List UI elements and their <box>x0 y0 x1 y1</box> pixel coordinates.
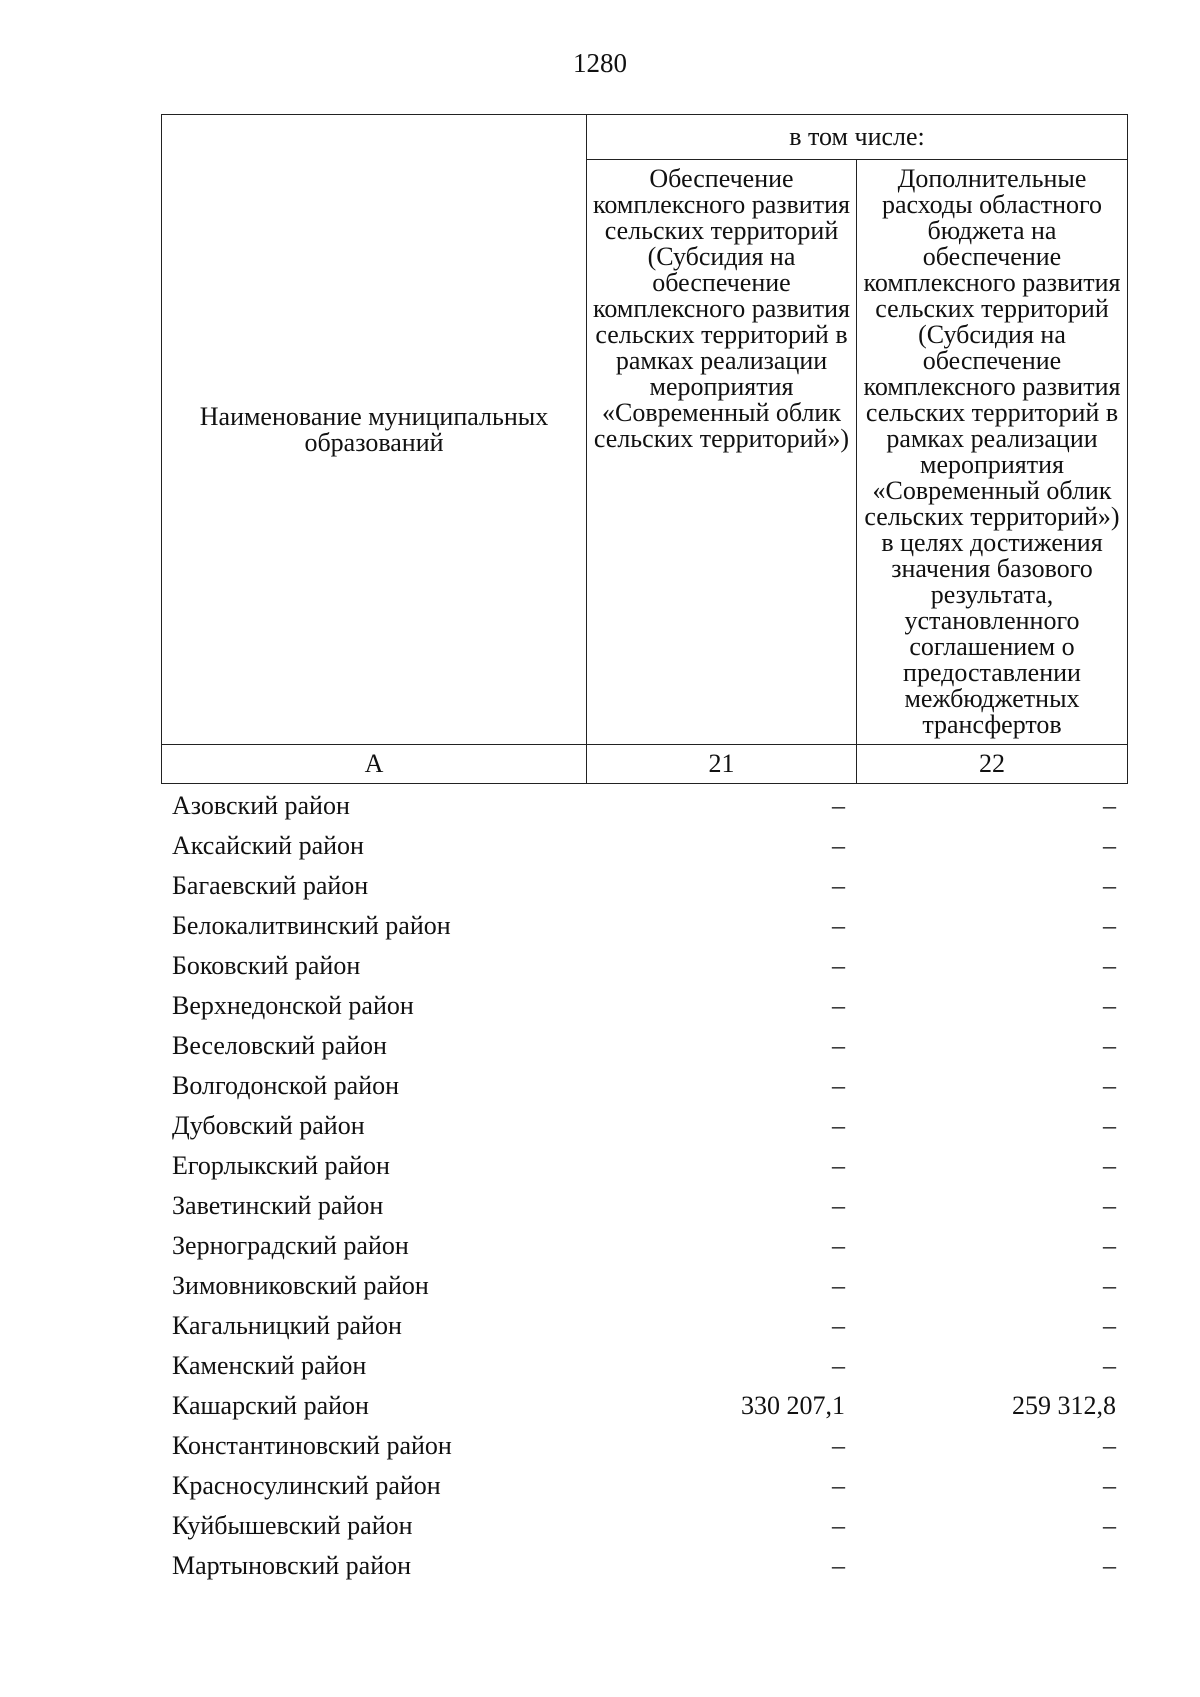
col-21-value <box>586 986 856 1026</box>
col-21-value <box>586 906 856 946</box>
municipality-name: Верхнедонской район <box>172 991 414 1020</box>
col-21-value <box>586 1306 856 1346</box>
header-num-21: 21 <box>587 745 857 784</box>
municipality-name: Аксайский район <box>172 831 364 860</box>
col-21-value <box>586 1506 856 1546</box>
table-row <box>161 946 1127 986</box>
table-row <box>161 1266 1127 1306</box>
col-22-value-text: – <box>1103 1071 1116 1100</box>
table-row <box>161 1066 1127 1106</box>
col-21-value-text: – <box>832 1191 845 1220</box>
col-22-value <box>856 1546 1127 1586</box>
col-21-value <box>586 1546 856 1586</box>
table-row <box>161 1226 1127 1266</box>
col-22-value <box>856 906 1127 946</box>
col-22-value-text: – <box>1103 1471 1116 1500</box>
col-22-value <box>856 1346 1127 1386</box>
col-21-value-text: – <box>832 1471 845 1500</box>
col-21-value-text: – <box>832 1431 845 1460</box>
col-22-value <box>856 826 1127 866</box>
col-22-value-text: – <box>1103 1271 1116 1300</box>
header-municipality-name: Наименование муниципальных образований <box>162 115 587 745</box>
col-21-value-text: – <box>832 1351 845 1380</box>
col-22-value <box>856 1306 1127 1346</box>
table-row <box>161 1306 1127 1346</box>
col-22-value <box>856 1146 1127 1186</box>
col-21-value-text: – <box>832 831 845 860</box>
col-21-value <box>586 1226 856 1266</box>
municipality-name: Багаевский район <box>172 871 369 900</box>
col-22-value <box>856 1066 1127 1106</box>
col-22-value <box>856 1106 1127 1146</box>
col-21-value-text: 330 207,1 <box>741 1391 845 1420</box>
table-row <box>161 906 1127 946</box>
col-22-value-text: – <box>1103 1351 1116 1380</box>
col-22-value <box>856 1466 1127 1506</box>
municipality-name: Азовский район <box>172 791 350 820</box>
col-21-value <box>586 1106 856 1146</box>
municipality-name: Зимовниковский район <box>172 1271 429 1300</box>
col-22-value-text: – <box>1103 1311 1116 1340</box>
col-22-value-text: – <box>1103 1151 1116 1180</box>
col-22-value-text: – <box>1103 1031 1116 1060</box>
col-21-value <box>586 1186 856 1226</box>
col-21-value-text: – <box>832 871 845 900</box>
col-22-value-text: – <box>1103 831 1116 860</box>
municipality-name: Дубовский район <box>172 1111 365 1140</box>
col-22-value <box>856 1266 1127 1306</box>
header-including-group: в том числе: <box>587 115 1128 160</box>
municipality-name: Кашарский район <box>172 1391 369 1420</box>
col-21-value <box>586 1146 856 1186</box>
col-21-value-text: – <box>832 1271 845 1300</box>
municipality-name: Волгодонской район <box>172 1071 400 1100</box>
col-21-value <box>586 1346 856 1386</box>
col-21-value-text: – <box>832 991 845 1020</box>
col-21-value <box>586 946 856 986</box>
col-21-value-text: – <box>832 951 845 980</box>
table-row <box>161 1546 1127 1586</box>
col-22-value <box>856 946 1127 986</box>
table-row <box>161 1146 1127 1186</box>
municipality-name: Заветинский район <box>172 1191 384 1220</box>
page-number: 1280 <box>573 48 627 78</box>
header-num-22: 22 <box>857 745 1128 784</box>
municipality-name: Константиновский район <box>172 1431 452 1460</box>
table-row <box>161 1186 1127 1226</box>
col-21-value <box>586 1426 856 1466</box>
table-row <box>161 866 1127 906</box>
col-21-value-text: – <box>832 1311 845 1340</box>
col-22-value <box>856 866 1127 906</box>
col-21-value <box>586 1386 856 1426</box>
col-21-value <box>586 866 856 906</box>
col-22-value-text: – <box>1103 951 1116 980</box>
col-22-value <box>856 1426 1127 1466</box>
municipality-name: Красносулинский район <box>172 1471 441 1500</box>
col-22-value-text: – <box>1103 791 1116 820</box>
table-row <box>161 1386 1127 1426</box>
col-21-value-text: – <box>832 1151 845 1180</box>
col-21-value <box>586 1066 856 1106</box>
col-21-value-text: – <box>832 791 845 820</box>
col-21-value-text: – <box>832 1111 845 1140</box>
table-row <box>161 1426 1127 1466</box>
table-header <box>161 114 1128 784</box>
col-22-value <box>856 986 1127 1026</box>
col-21-value-text: – <box>832 1231 845 1260</box>
col-21-value-text: – <box>832 1551 845 1580</box>
table-row <box>161 1506 1127 1546</box>
col-21-value-text: – <box>832 1511 845 1540</box>
col-22-value-text: – <box>1103 1431 1116 1460</box>
col-22-value <box>856 1226 1127 1266</box>
col-22-value <box>856 1506 1127 1546</box>
municipality-name: Веселовский район <box>172 1031 387 1060</box>
municipality-name: Мартыновский район <box>172 1551 412 1580</box>
col-22-value <box>856 1186 1127 1226</box>
col-22-value-text: 259 312,8 <box>1012 1391 1116 1420</box>
municipality-name: Каменский район <box>172 1351 367 1380</box>
col-22-value <box>856 1386 1127 1426</box>
col-22-value-text: – <box>1103 991 1116 1020</box>
municipality-name: Егорлыкский район <box>172 1151 390 1180</box>
col-22-value <box>856 786 1127 826</box>
table-body <box>161 786 1127 1586</box>
col-22-value-text: – <box>1103 1191 1116 1220</box>
municipality-name: Боковский район <box>172 951 361 980</box>
header-col-21-title: Обеспечение комплексного развития сельских территорий (Субсидия на обеспечение комплексного развития сельских территорий в рамках реализации мероприятия «Современный облик сельских территорий») <box>587 160 857 745</box>
col-22-value-text: – <box>1103 911 1116 940</box>
table-row <box>161 986 1127 1026</box>
col-21-value <box>586 786 856 826</box>
municipality-name: Белокалитвинский район <box>172 911 451 940</box>
municipality-name: Кагальницкий район <box>172 1311 402 1340</box>
col-21-value-text: – <box>832 911 845 940</box>
municipality-name: Куйбышевский район <box>172 1511 413 1540</box>
col-22-value-text: – <box>1103 1511 1116 1540</box>
col-21-value <box>586 1026 856 1066</box>
table-row <box>161 786 1127 826</box>
municipality-name: Зерноградский район <box>172 1231 409 1260</box>
header-col-22-title: Дополнительные расходы областного бюджета на обеспечение комплексного развития сельских территорий (Субсидия на обеспечение комплексного развития сельских территорий в рамках реализации мероприятия «Современный облик сельских территорий») в целях достижения значения базового результата, установленного соглашением о предоставлении межбюджетных трансфертов <box>857 160 1128 745</box>
col-22-value-text: – <box>1103 1111 1116 1140</box>
table-row <box>161 1026 1127 1066</box>
col-21-value <box>586 826 856 866</box>
col-21-value <box>586 1466 856 1506</box>
table-row <box>161 1346 1127 1386</box>
col-22-value <box>856 1026 1127 1066</box>
table-row <box>161 1466 1127 1506</box>
col-22-value-text: – <box>1103 1231 1116 1260</box>
col-22-value-text: – <box>1103 1551 1116 1580</box>
col-22-value-text: – <box>1103 871 1116 900</box>
col-21-value-text: – <box>832 1071 845 1100</box>
col-21-value-text: – <box>832 1031 845 1060</box>
header-num-a: А <box>162 745 587 784</box>
table-row <box>161 1106 1127 1146</box>
table-row <box>161 826 1127 866</box>
col-21-value <box>586 1266 856 1306</box>
